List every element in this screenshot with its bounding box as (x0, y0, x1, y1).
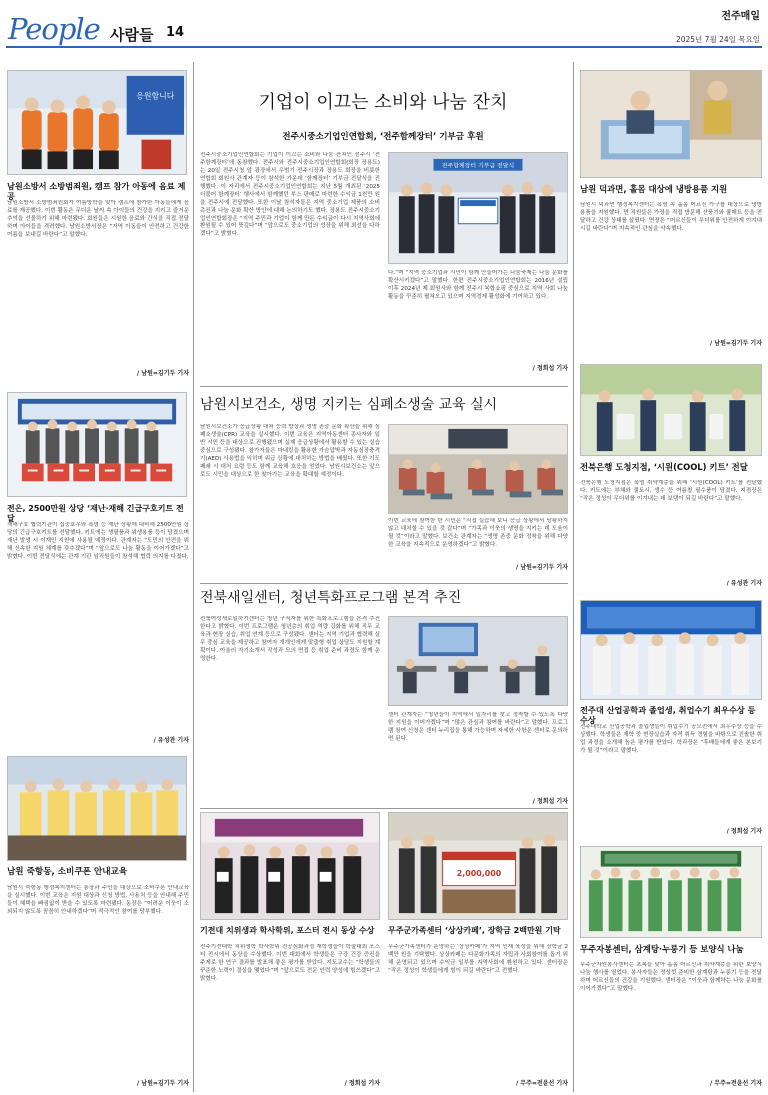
headline: 전주대 산업공학과 졸업생, 취업수기 최우수상 등 수상 (580, 705, 756, 725)
photo-cpr (388, 424, 568, 514)
photo-graduates (580, 600, 762, 700)
article-body: 무주군가족센터가 운영하는 ‘상상카페’가 지역 인재 육성을 위해 장학금 2백만 원을 기탁했다. 상상카페는 다문화가족의 자립과 사회참여를 돕기 위해 운영되고 있으며 수익금 일부를 지역사회에 환원하고 있다. 센터장은 “작은 정성이 학생들에게 힘이 되길 바란다”고 전했다. (388, 944, 568, 974)
byline: / 남원=김기두 기자 (516, 564, 568, 571)
lead-headline: 기업이 이끄는 소비와 나눔 잔치 (258, 92, 508, 113)
byline: / 정회섭 기자 (726, 828, 762, 835)
photo-award (200, 812, 380, 920)
byline: / 유성관 기자 (726, 580, 762, 587)
photo-cooling-goods (580, 70, 762, 178)
byline: / 남원=김기두 기자 (137, 370, 189, 377)
paper-name: 전주매일 (721, 11, 760, 22)
photo-cool-kit (580, 364, 762, 456)
banner-text: 응원합니다 (136, 91, 175, 101)
photo-fire-camp (7, 70, 187, 175)
section-rule (200, 808, 568, 809)
byline: / 정회섭 기자 (532, 798, 568, 805)
photo-scholarship (388, 812, 568, 920)
photo-donation (388, 152, 568, 264)
article-body: 이번 교육에 참여한 한 시민은 “직접 실습해 보니 응급 상황에서 당황하지 않고 대처할 수 있을 것 같다”며 “가족과 이웃의 생명을 지키는 데 도움이 될 것”이라고 말했다. 보건소 관계자는 “생명 존중 문화 정착을 위해 다양한 교육을 지속적으로 운영하겠다”고 밝혔다. (388, 518, 568, 548)
column-divider (573, 62, 574, 1092)
headline: 전은, 2500만원 상당 ‘재난·재해 긴급구호키트 전달 (7, 504, 184, 523)
article-body: 재해구호 협력기관이 집중호우와 폭염 등 재난 상황에 대비해 2500만원 상당의 긴급구호키트를 전달했다. 키트에는 생필품과 위생용품 등이 담겼으며 재난 발생 시 이재민 지원에 사용될 예정이다. 관계자는 “도민의 안전을 위해 신속한 지원 체계를 갖추겠다”며 “앞으로도 나눔 활동을 이어가겠다”고 밝혔다. 이번 전달식에는 관계 기관 임직원들이 참석해 협력 의지를 다졌다. (7, 522, 189, 560)
issue-date: 2025년 7월 24일 목요일 (675, 35, 760, 44)
youth-headline: 전북새일센터, 청년특화프로그램 본격 추진 (200, 590, 462, 606)
byline: / 무주=전윤선 기자 (516, 1080, 568, 1087)
ceremony-banner: 전주함께장터 기부금 전달식 (441, 163, 515, 170)
article-body: 남원시 덕과면 행정복지센터는 폭염 속 홀몸 어르신 가구를 대상으로 냉방용품을 지원했다. 면 직원들은 가정을 직접 방문해 선풍기와 쿨매트 등을 전달하고 건강 상태를 살폈다. 면장은 “어르신들이 무더위를 안전하게 이겨내시길 바란다”며 지속적인 관심을 약속했다. (580, 202, 762, 232)
photo-relief-kit (7, 392, 187, 497)
section-logo: People (8, 12, 100, 46)
lead-subtitle: 전주시중소기업인연합회, ‘전주함께장터’ 기부금 후원 (282, 132, 484, 142)
section-title: 사람들 (110, 26, 154, 44)
article-body: 남원시보건소가 응급상황 대처 능력 향상과 생명 존중 문화 확산을 위해 심폐소생술(CPR) 교육을 실시했다. 이번 교육은 지역아동센터 종사자와 일반 시민 등을 대상으로 진행됐으며 실제 응급상황에서 활용할 수 있는 실습 중심으로 구성됐다. 참가자들은 마네킹을 활용한 가슴압박과 자동심장충격기(AED) 사용법을 익히며 위급 상황에 대처하는 방법을 배웠다. 또한 기도 폐쇄 시 대처 요령 등도 함께 교육해 호응을 얻었다. 남원시보건소는 앞으로도 시민을 대상으로 한 찾아가는 교육을 확대할 예정이다. (200, 424, 380, 478)
section-rule (200, 386, 568, 387)
cpr-headline: 남원시보건소, 생명 지키는 심폐소생술 교육 실시 (200, 397, 498, 413)
section-rule (200, 583, 568, 584)
byline: / 무주=전윤선 기자 (710, 1080, 762, 1087)
headline: 남원소방서 소방범죄원, 캠프 참가 아동에 음료 제공 (7, 181, 186, 201)
byline: / 유성관 기자 (153, 737, 189, 744)
headline: 기전대 치위생과 학사학위, 포스터 전시 동상 수상 (200, 926, 375, 935)
cheque-amount: 2,000,000 (456, 868, 502, 878)
article-body: 전주기전대학 치위생학 학사학위 전공심화과정 재학생들이 학술대회 포스터 전시에서 동상을 수상했다. 이번 대회에서 학생들은 구강 건강 증진을 주제로 한 연구 결과를 발표해 좋은 평가를 받았다. 지도교수는 “학생들의 꾸준한 노력이 결실을 맺었다”며 “앞으로도 전문 인력 양성에 힘쓰겠다”고 밝혔다. (200, 944, 380, 982)
masthead-rule (6, 46, 762, 48)
byline: / 정회섭 기자 (344, 1080, 380, 1087)
photo-youth (388, 616, 568, 706)
byline: / 남원=김기두 기자 (137, 1080, 189, 1087)
article-body: 남원소방서 소방범죄원회가 여름방학을 맞아 캠프에 참가한 아동들에게 음료를 제공했다. 이번 활동은 무더운 날씨 속 아이들의 건강을 지키고 즐거운 추억을 선물하기 위해 마련됐다. 회원들은 시원한 음료와 간식을 직접 전달하며 아이들을 격려했다. 남원소방서장은 “지역 아동들이 안전하고 건강한 여름을 보내길 바란다”고 말했다. (7, 200, 189, 238)
byline: / 정회섭 기자 (532, 365, 568, 372)
byline: / 남원=김기두 기자 (710, 340, 762, 347)
headline: 남원 덕과면, 홀몸 대상에 냉방용품 지원 (580, 184, 728, 194)
photo-coupon-edu (7, 756, 187, 861)
article-body: 전주시중소기업인연합회는 기업이 이끄는 소비와 나눔 잔치인 전주시 ‘전주함께장터’에 동참했다. 전주시와 전주시중소기업인연합회(회장 장용도)는 20일 전주시청 앞 광장에서 우범기 전주시장과 장용도 회장을 비롯한 연합회 회원사 관계자 등이 참석한 가운데 ‘함께장터’ 기부금 전달식을 진행했다. 이 자리에서 전주시중소기업인연합회는 지난 5월 개최된 ‘2025 더불어 함께장터’ 행사에서 함께했던 부스 판매로 마련한 수익금 1천만 원을 전주시에 전달했다. 또한 이날 참석자들은 지역 중소기업 제품의 소비 촉진과 나눔 문화 확산 방안에 대해 논의하기도 했다. 장용도 전주시중소기업인연합회장은 “지역 주민과 기업이 함께 만든 수익금이 다시 지역사회에 환원될 수 있어 뜻깊다”며 “앞으로도 중소기업의 성장을 위해 최선을 다하겠다”고 밝혔다. (200, 152, 380, 238)
headline: 무주군가족센터 ‘상상카페’, 장학금 2백만원 기탁 (388, 926, 561, 935)
article-body: 다.”며 “지역 중소기업과 시민이 함께 만들어가는 나눔축제는 나눔 문화를 확산시키겠다”고 말했다. 한편 전주시중소기업인연합회는 2016년 설립 이후 2024년 제 회원사와 함께 전주시 복합쇼핑 중심으로 지역 사회 나눔 활동을 꾸준히 펼쳐오고 있으며 지역경제 활성화에 기여하고 있다. (388, 270, 568, 300)
article-body: 전주대학교 산업공학과 졸업생들이 취업수기 공모전에서 최우수상 등을 수상했다. 학생들은 재학 중 현장실습과 자격 취득 경험을 바탕으로 진솔한 취업 과정을 소개해 높은 평가를 받았다. 학과장은 “후배들에게 좋은 본보기가 될 것”이라고 말했다. (580, 724, 762, 754)
column-divider (193, 62, 194, 1092)
headline: 전북은행 도청지점, ‘시원(COOL) 키트’ 전달 (580, 462, 748, 472)
article-body: 전북여성새로일하기센터는 청년 구직자를 위한 특화프로그램을 본격 추진한다고 밝혔다. 이번 프로그램은 청년층의 취업 역량 강화를 위해 직무 교육과 현장 실습, 취업 연계 등으로 구성됐다. 센터는 지역 기업과 협력해 실무 중심 교육을 제공하고 참여자 개개인에게 맞춤형 취업 상담도 지원할 계획이다. 아울러 자기소개서 작성과 모의 면접 등 취업 준비 과정도 함께 운영한다. (200, 616, 380, 662)
article-body: 센터 관계자는 “청년들이 지역에서 일자리를 찾고 정착할 수 있도록 다양한 지원을 이어가겠다”며 “많은 관심과 참여를 바란다”고 말했다. 프로그램 참여 신청은 센터 누리집을 통해 가능하며 자세한 사항은 센터로 문의하면 된다. (388, 712, 568, 742)
article-body: 남원시 죽항동 행정복지센터는 통장과 주민을 대상으로 소비쿠폰 안내교육을 실시했다. 이번 교육은 지원 대상과 신청 방법, 사용처 등을 안내해 주민들이 혜택을 빠짐없이 받을 수 있도록 마련됐다. 동장은 “어려운 이웃이 소외되지 않도록 꼼꼼히 안내하겠다”며 적극적인 참여를 당부했다. (7, 885, 189, 915)
headline: 남원 죽항동, 소비쿠폰 안내교육 (7, 867, 128, 877)
photo-boyangsik (580, 846, 762, 938)
page-number: 14 (166, 25, 185, 40)
article-body: 전북은행 도청지점은 폭염 취약계층을 위해 ‘시원(COOL) 키트’를 전달했다. 키트에는 부채와 쿨토시, 생수 등 여름철 필수품이 담겼다. 지점장은 “작은 정성이 무더위를 이겨내는 데 보탬이 되길 바란다”고 말했다. (580, 480, 762, 502)
headline: 무주자봉센터, 삼계탕·누룽기 등 보양식 나눔 (580, 944, 744, 954)
article-body: 무주군자원봉사센터는 초복을 맞아 홀몸 어르신과 취약계층을 위한 보양식 나눔 행사를 열었다. 봉사자들은 정성껏 준비한 삼계탕과 누룽기 등을 전달하며 어르신들의 건강을 기원했다. 센터장은 “이웃과 함께하는 나눔 문화를 이어가겠다”고 말했다. (580, 962, 762, 992)
